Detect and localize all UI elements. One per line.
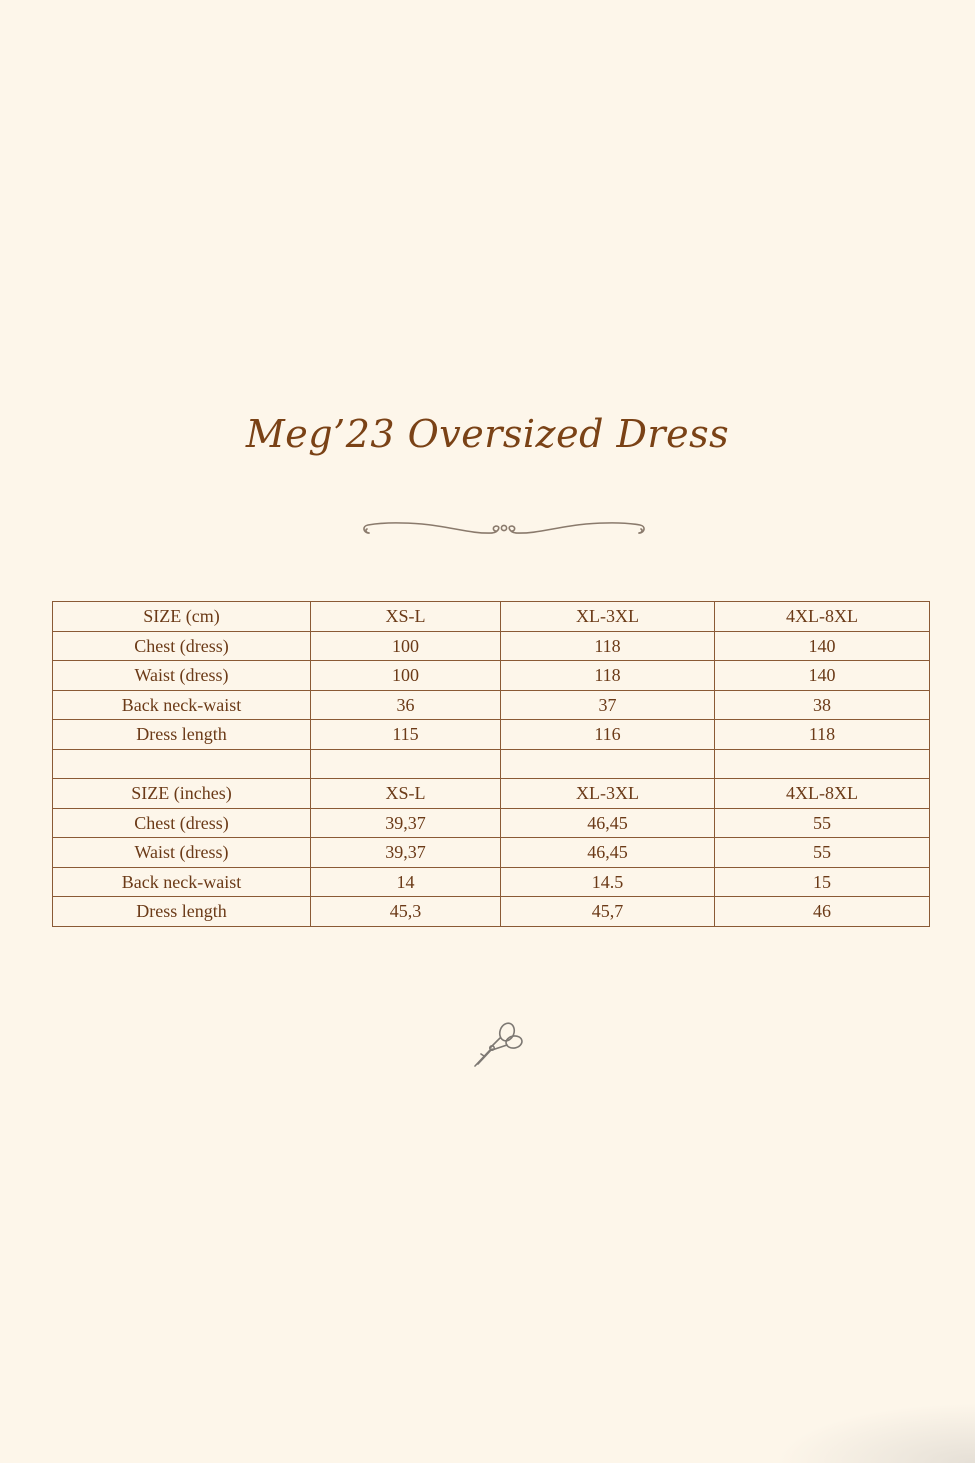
table-cell: SIZE (cm) [53, 602, 311, 632]
table-cell: 46 [715, 897, 930, 927]
table-cell: XS-L [311, 779, 501, 809]
table-cell: Dress length [53, 720, 311, 750]
table-cell: 38 [715, 690, 930, 720]
table-cell: XL-3XL [501, 602, 715, 632]
table-row [53, 631, 930, 661]
scissors-icon [470, 1018, 526, 1070]
table-cell: Waist (dress) [53, 838, 311, 868]
table-cell: Back neck-waist [53, 690, 311, 720]
table-cell: Waist (dress) [53, 661, 311, 691]
table-cell [311, 749, 501, 779]
table-cell: 115 [311, 720, 501, 750]
table-cell: 45,3 [311, 897, 501, 927]
table-row [53, 867, 930, 897]
table-cell: 118 [501, 631, 715, 661]
table-cell: XS-L [311, 602, 501, 632]
table-row [53, 661, 930, 691]
table-cell: 39,37 [311, 808, 501, 838]
table-cell: 116 [501, 720, 715, 750]
table-cell: 55 [715, 838, 930, 868]
table-cell: 46,45 [501, 838, 715, 868]
table-cell: 55 [715, 808, 930, 838]
corner-shadow [775, 1403, 975, 1463]
table-cell: Chest (dress) [53, 808, 311, 838]
table-cell: 140 [715, 661, 930, 691]
table-cell: 37 [501, 690, 715, 720]
table-cell: Back neck-waist [53, 867, 311, 897]
table-cell [501, 749, 715, 779]
table-cell: 100 [311, 631, 501, 661]
table-cell: 118 [501, 661, 715, 691]
table-cell: Chest (dress) [53, 631, 311, 661]
table-cell: 45,7 [501, 897, 715, 927]
table-cell: 140 [715, 631, 930, 661]
table-cell: 14 [311, 867, 501, 897]
table-cell: XL-3XL [501, 779, 715, 809]
table-cell: 100 [311, 661, 501, 691]
table-row [53, 690, 930, 720]
table-cell: Dress length [53, 897, 311, 927]
table-row [53, 720, 930, 750]
table-cell: SIZE (inches) [53, 779, 311, 809]
table-cell: 4XL-8XL [715, 602, 930, 632]
table-cell: 14.5 [501, 867, 715, 897]
table-cell [53, 749, 311, 779]
page-title: Meg’23 Oversized Dress [245, 412, 730, 456]
table-cell: 39,37 [311, 838, 501, 868]
table-row-header-cm [53, 602, 930, 632]
table-cell [715, 749, 930, 779]
table-cell: 15 [715, 867, 930, 897]
table-row-header-inches [53, 779, 930, 809]
flourish-divider-icon [357, 516, 651, 546]
table-cell: 46,45 [501, 808, 715, 838]
table-cell: 4XL-8XL [715, 779, 930, 809]
size-chart-table [52, 601, 930, 927]
table-row [53, 808, 930, 838]
table-row-spacer [53, 749, 930, 779]
table-cell: 36 [311, 690, 501, 720]
table-row [53, 838, 930, 868]
table-cell: 118 [715, 720, 930, 750]
table-row [53, 897, 930, 927]
